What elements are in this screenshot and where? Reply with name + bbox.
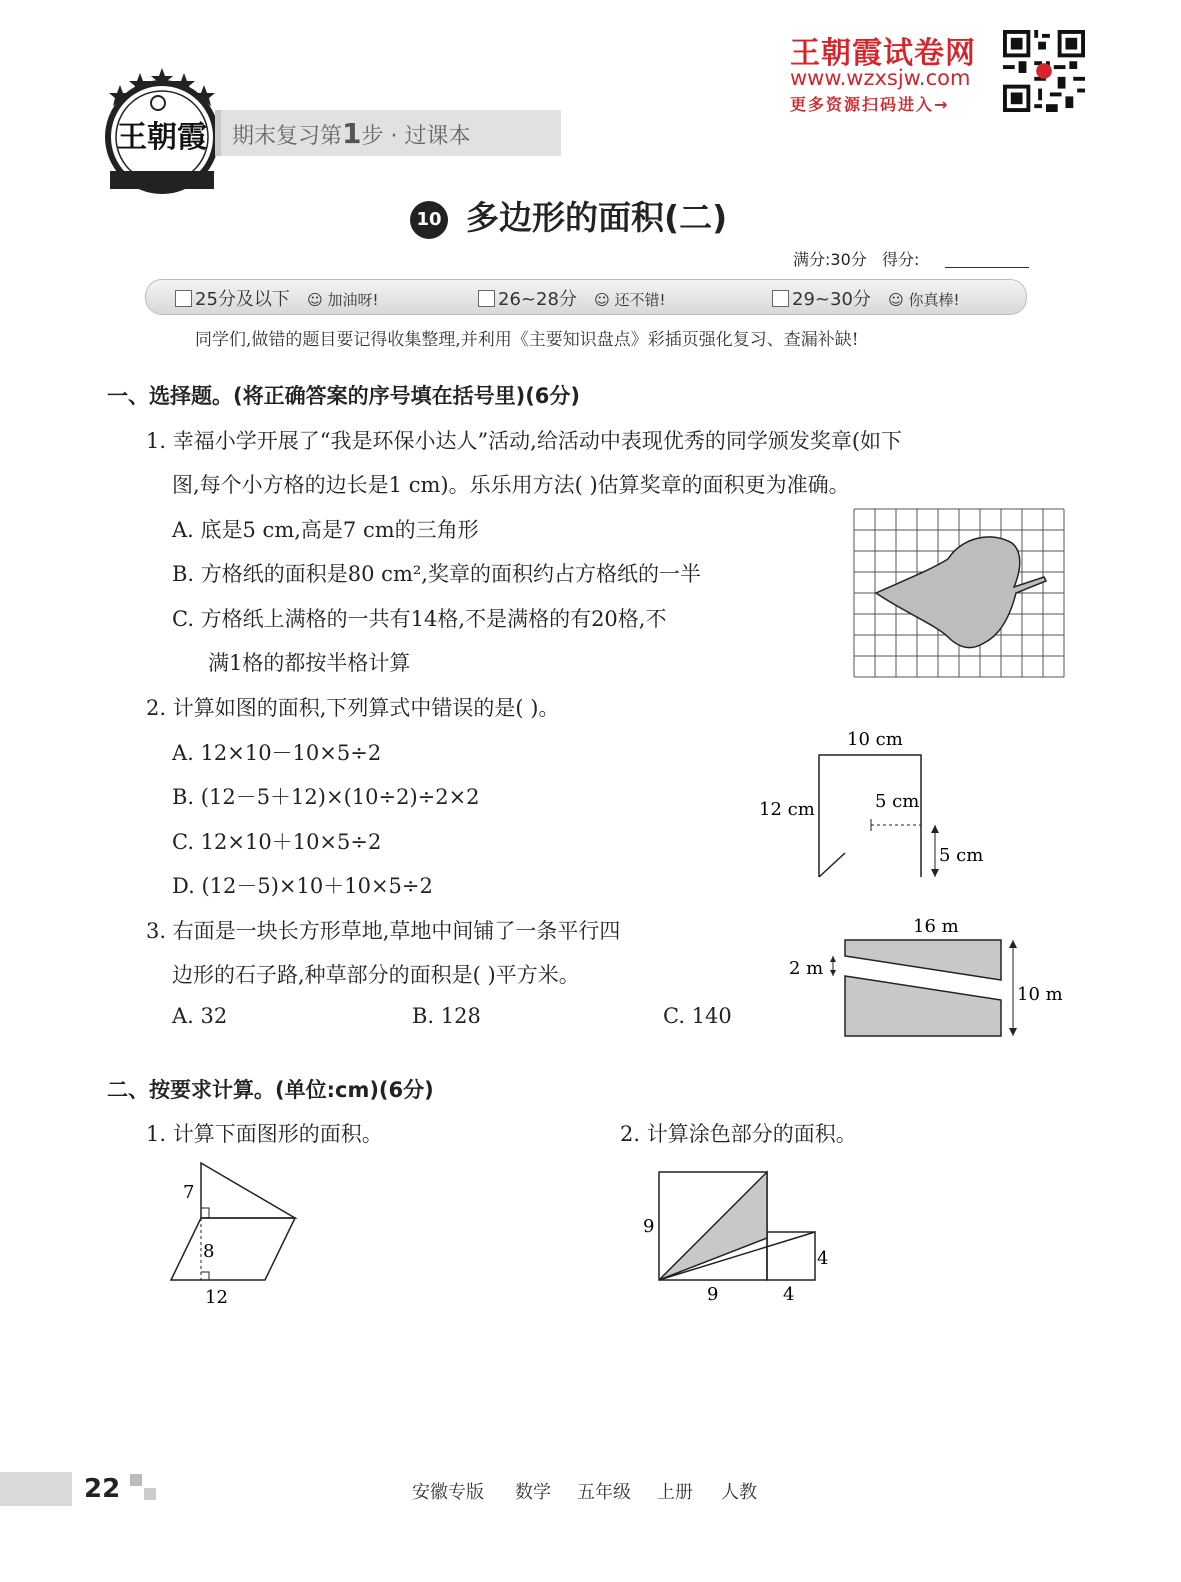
score-blank[interactable] xyxy=(945,267,1029,268)
footer-edition: 安徽专版 xyxy=(412,1482,484,1503)
footer-grade: 五年级 xyxy=(577,1482,631,1503)
s2-q2-label-left: 9 xyxy=(643,1216,655,1237)
q2-left-label: 12 cm xyxy=(759,799,815,820)
s2-q1-stem: 1. 计算下面图形的面积。 xyxy=(146,1122,383,1146)
page-number: 22 xyxy=(84,1474,121,1504)
q2-option-a[interactable]: A. 12×10－10×5÷2 xyxy=(172,741,382,765)
q3-option-a[interactable]: A. 32 xyxy=(172,1004,228,1028)
footer-publisher: 人教 xyxy=(721,1482,757,1503)
footer-square xyxy=(130,1474,142,1486)
s2-q1-label-12: 12 xyxy=(205,1287,228,1308)
s2-q1-figure xyxy=(165,1155,310,1310)
qr-code-icon[interactable] xyxy=(1003,30,1085,112)
leaf-grid-figure xyxy=(852,507,1068,679)
s2-q1-label-8: 8 xyxy=(203,1241,215,1262)
grade-item[interactable]: 25分及以下 ☺ 加油呀! xyxy=(175,285,379,311)
q3-top-label: 16 m xyxy=(913,916,959,937)
checkbox-icon xyxy=(772,290,789,307)
q3-figure xyxy=(785,910,1075,1045)
q1-line1: 1. 幸福小学开展了“我是环保小达人”活动,给活动中表现优秀的同学颁发奖章(如下 xyxy=(146,429,903,453)
brand-scan-text: 更多资源扫码进入→ xyxy=(790,95,950,114)
section2-heading: 二、按要求计算。(单位:cm)(6分) xyxy=(107,1078,434,1102)
grade-item[interactable]: 26~28分 ☺ 还不错! xyxy=(478,285,665,311)
footer-square xyxy=(144,1488,156,1500)
footer-bar xyxy=(0,1472,72,1506)
q2-figure xyxy=(755,725,1015,890)
q2-stem: 2. 计算如图的面积,下列算式中错误的是( )。 xyxy=(146,696,560,720)
s2-q2-label-b1: 9 xyxy=(707,1284,719,1305)
score-full: 满分:30分 得分: xyxy=(793,250,920,269)
q2-top-label: 10 cm xyxy=(847,729,903,750)
checkbox-icon xyxy=(478,290,495,307)
q3-line1: 3. 右面是一块长方形草地,草地中间铺了一条平行四 xyxy=(146,919,621,943)
q3-option-c[interactable]: C. 140 xyxy=(663,1004,732,1028)
s2-q1-label-7: 7 xyxy=(183,1182,195,1203)
footer-term: 上册 xyxy=(657,1482,693,1503)
step-label: 期末复习第1步 · 过课本 xyxy=(232,117,471,150)
brand-url[interactable]: www.wzxsjw.com xyxy=(790,66,971,90)
q1-option-c[interactable]: C. 方格纸上满格的一共有14格,不是满格的有20格,不 xyxy=(172,607,667,631)
q1-option-c-cont: 满1格的都按半格计算 xyxy=(208,651,411,675)
q3-option-b[interactable]: B. 128 xyxy=(412,1004,481,1028)
wangzhaoxia-logo xyxy=(100,65,225,195)
lesson-number-badge: 10 xyxy=(410,201,448,239)
logo-text: 王朝霞 xyxy=(117,120,207,155)
grade-item[interactable]: 29~30分 ☺ 你真棒! xyxy=(772,285,959,311)
brand-title: 王朝霞试卷网 xyxy=(790,36,976,71)
footer-subject: 数学 xyxy=(515,1482,551,1503)
s2-q2-stem: 2. 计算涂色部分的面积。 xyxy=(620,1122,857,1146)
q2-option-d[interactable]: D. (12－5)×10＋10×5÷2 xyxy=(172,874,433,898)
s2-q2-label-right: 4 xyxy=(817,1248,829,1269)
s2-q2-label-b2: 4 xyxy=(783,1284,795,1305)
q1-option-a[interactable]: A. 底是5 cm,高是7 cm的三角形 xyxy=(172,518,479,542)
q2-option-c[interactable]: C. 12×10＋10×5÷2 xyxy=(172,830,382,854)
q2-option-b[interactable]: B. (12－5＋12)×(10÷2)÷2×2 xyxy=(172,785,480,809)
q3-left-label: 2 m xyxy=(789,958,824,979)
q2-inner-label: 5 cm xyxy=(875,791,920,812)
s2-q2-figure xyxy=(635,1160,845,1310)
q2-right-label: 5 cm xyxy=(939,845,984,866)
page-title: 10 多边形的面积(二) xyxy=(410,192,727,239)
q1-option-b[interactable]: B. 方格纸的面积是80 cm²,奖章的面积约占方格纸的一半 xyxy=(172,562,701,586)
checkbox-icon xyxy=(175,290,192,307)
q1-line2: 图,每个小方格的边长是1 cm)。乐乐用方法( )估算奖章的面积更为准确。 xyxy=(172,473,850,497)
section1-heading: 一、选择题。(将正确答案的序号填在括号里)(6分) xyxy=(107,384,581,408)
study-note: 同学们,做错的题目要记得收集整理,并利用《主要知识盘点》彩插页强化复习、查漏补缺! xyxy=(195,330,859,350)
q3-right-label: 10 m xyxy=(1017,984,1063,1005)
q3-line2: 边形的石子路,种草部分的面积是( )平方米。 xyxy=(172,963,580,987)
